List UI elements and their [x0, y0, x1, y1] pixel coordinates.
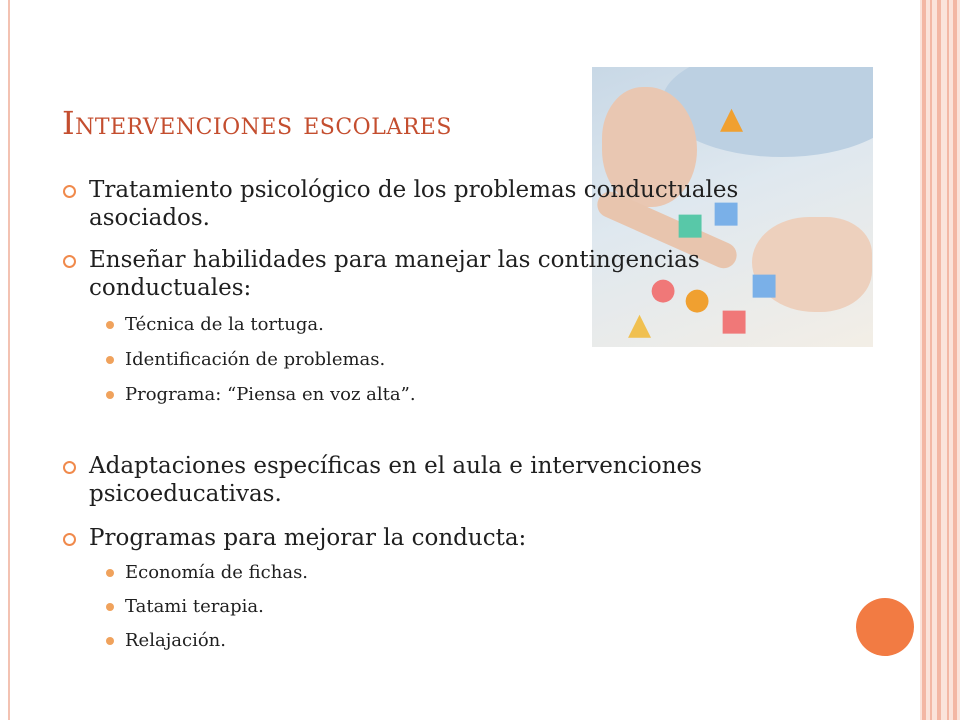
bullet-item: Tratamiento psicológico de los problemas conductuales asociados. [89, 176, 809, 232]
photo-letter-shape: ■ [750, 267, 779, 302]
sub-bullet-item: Programa: “Piensa en voz alta”. [125, 384, 416, 405]
bullet-item: Enseñar habilidades para manejar las contingencias conductuales: [89, 246, 809, 302]
photo-letter-shape: ■ [676, 207, 705, 242]
photo-letter-shape: ● [684, 282, 711, 317]
photo-letter-shape: ▲ [720, 101, 744, 136]
sub-bullet-item: Economía de fichas. [125, 562, 309, 583]
photo-letter-shape: ■ [712, 195, 741, 230]
bullet-item: Adaptaciones específicas en el aula e intervenciones psicoeducativas. [89, 452, 809, 508]
accent-circle [856, 598, 914, 656]
sub-bullet-item: Técnica de la tortuga. [125, 314, 324, 335]
bullet-item: Programas para mejorar la conducta: [89, 524, 809, 552]
sub-bullet-item: Tatami terapia. [125, 596, 264, 617]
photo-letter-shape: ● [650, 272, 677, 307]
sub-bullet-item: Identificación de problemas. [125, 349, 386, 370]
photo-letter-shape: ▲ [628, 307, 652, 342]
sub-bullet-item: Relajación. [125, 630, 226, 651]
photo-letter-shape: ■ [720, 303, 749, 338]
slide-title: Intervenciones escolares [62, 104, 452, 142]
